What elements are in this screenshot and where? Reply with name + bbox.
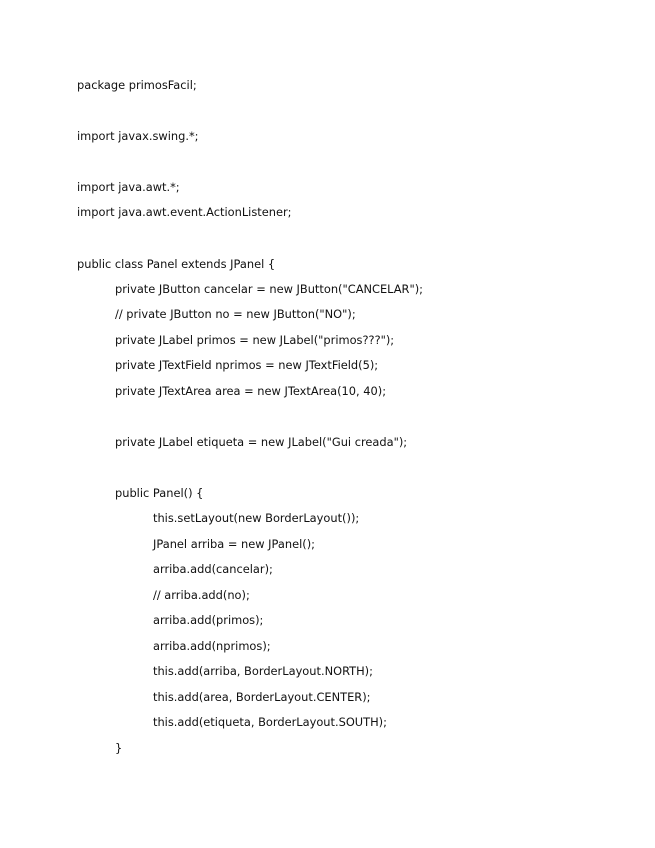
code-line-comment-add-no: // arriba.add(no);: [153, 588, 250, 602]
code-line-constructor: public Panel() {: [115, 486, 204, 500]
code-line-comment-no: // private JButton no = new JButton("NO");: [115, 307, 356, 321]
code-line-closing-brace: }: [115, 741, 123, 755]
code-line-field-primos: private JLabel primos = new JLabel("primos???");: [115, 333, 395, 347]
code-line-field-cancelar: private JButton cancelar = new JButton("CANCELAR");: [115, 282, 423, 296]
code-line-add-south: this.add(etiqueta, BorderLayout.SOUTH);: [153, 715, 387, 729]
code-line-field-etiqueta: private JLabel etiqueta = new JLabel("Gui creada");: [115, 435, 408, 449]
code-line-import-swing: import javax.swing.*;: [77, 129, 199, 143]
code-line-add-primos: arriba.add(primos);: [153, 613, 264, 627]
code-line-import-actionlistener: import java.awt.event.ActionListener;: [77, 205, 292, 219]
code-line-new-panel: JPanel arriba = new JPanel();: [153, 537, 315, 551]
code-line-add-north: this.add(arriba, BorderLayout.NORTH);: [153, 664, 373, 678]
code-line-add-center: this.add(area, BorderLayout.CENTER);: [153, 690, 371, 704]
code-line-field-area: private JTextArea area = new JTextArea(10, 40);: [115, 384, 387, 398]
code-line-package: package primosFacil;: [77, 78, 197, 92]
code-line-set-layout: this.setLayout(new BorderLayout());: [153, 511, 360, 525]
code-line-add-nprimos: arriba.add(nprimos);: [153, 639, 271, 653]
code-line-field-nprimos: private JTextField nprimos = new JTextField(5);: [115, 358, 379, 372]
code-line-add-cancelar: arriba.add(cancelar);: [153, 562, 273, 576]
code-line-import-awt: import java.awt.*;: [77, 180, 180, 194]
code-line-class-declaration: public class Panel extends JPanel {: [77, 257, 276, 271]
